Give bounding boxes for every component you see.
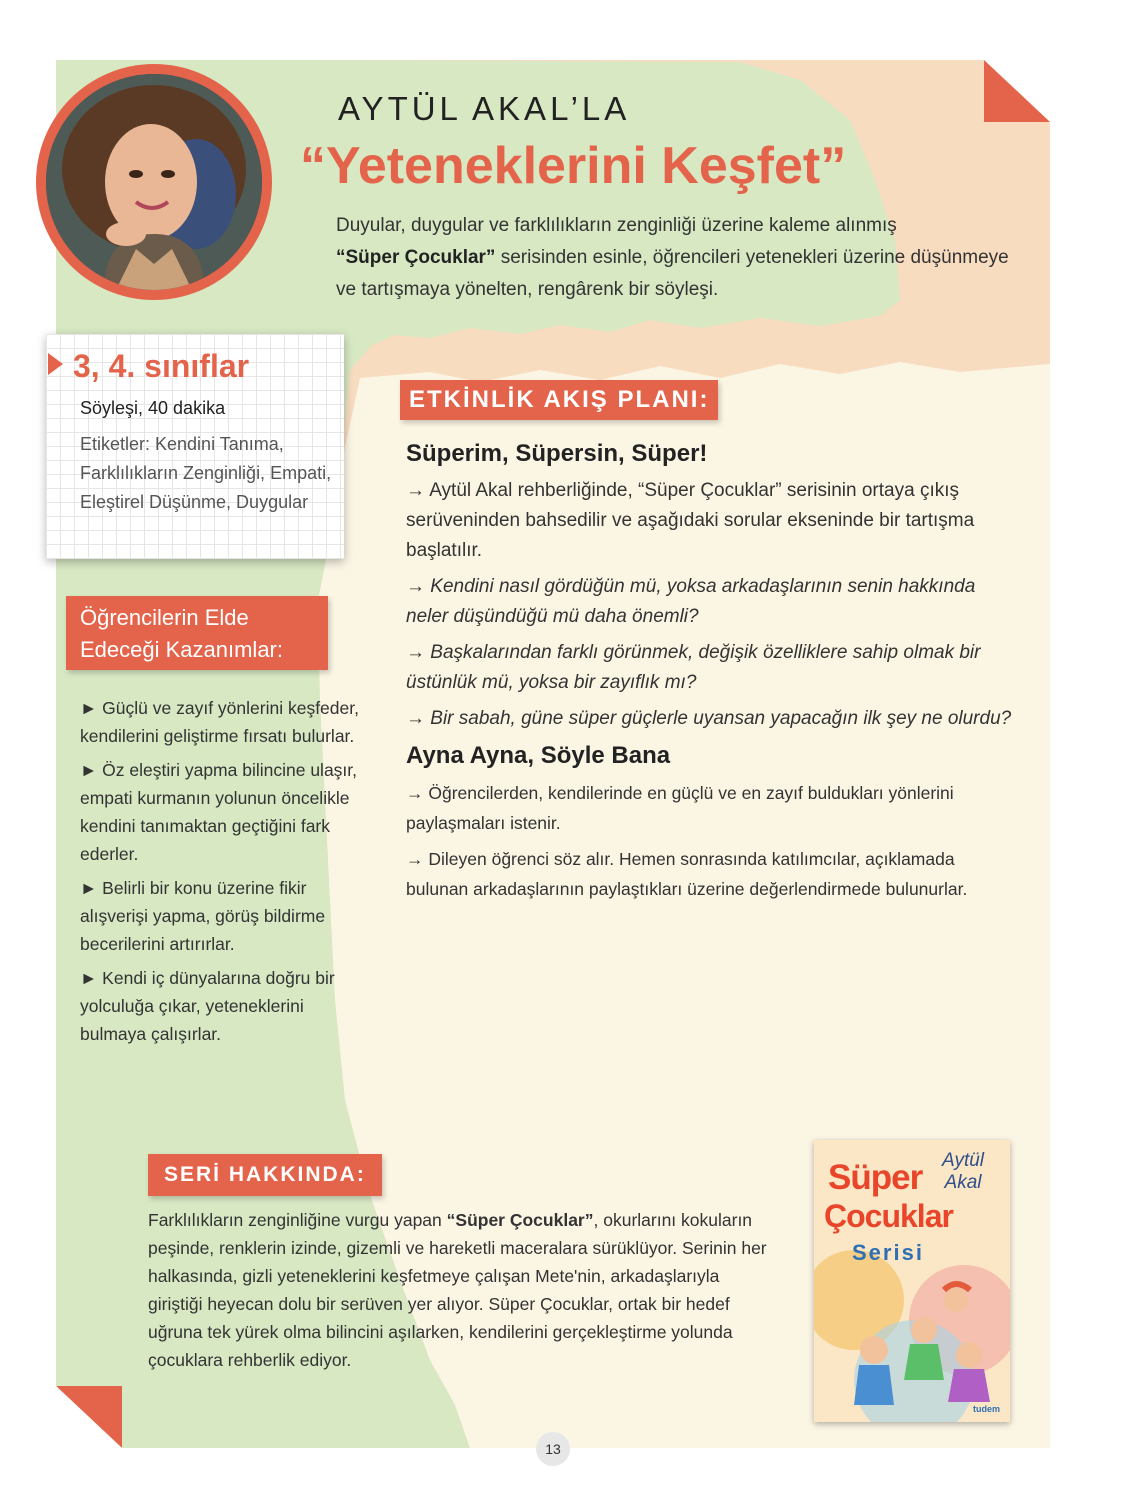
gain-item: ► Güçlü ve zayıf yönlerini keşfeder, kendilerini geliştirme fırsatı bulurlar. bbox=[80, 698, 359, 746]
question-item: → Kendini nasıl gördüğün mü, yoksa arkadaşlarının senin hakkında neler düşündüğü mü daha önemli? bbox=[406, 576, 976, 627]
gain-item: ► Belirli bir konu üzerine fikir alışverişi yapma, görüş bildirme becerilerini artırırlar. bbox=[80, 878, 326, 954]
book-author-line1: Aytül bbox=[941, 1150, 985, 1171]
question-item: → Başkalarından farklı görünmek, değişik özelliklere sahip olmak bir üstünlük mü, yoksa bir zayıflık mı? bbox=[406, 642, 981, 693]
grade-subtitle: Söyleşi, 40 dakika bbox=[80, 398, 226, 418]
book-author-line2: Akal bbox=[944, 1172, 982, 1193]
gain-item: ► Kendi iç dünyalarına doğru bir yolculuğa çıkar, yeteneklerini bulmaya çalışırlar. bbox=[80, 968, 335, 1044]
series-text-part2: , okurlarını kokuların peşinde, renklerin izinde, gizemli ve hareketli maceralara sürüklüyor. Serinin her halkasında, gizli yeteneklerini keşfetmeye çalışan Mete'nin, arkadaşlarıyla giriştiği heyecan dolu bir serüven yer alıyor. Süper Çocuklar, ortak bir hedef uğruna tek yürek olma bilincini aşılarken, kendilerini gerçekleştirme yolunda çocuklara rehberlik ediyor. bbox=[148, 1210, 767, 1370]
intro-paragraph bbox=[336, 210, 1026, 306]
book-author bbox=[926, 1150, 1000, 1194]
author-photo-illustration bbox=[46, 74, 262, 290]
flow-plan-content bbox=[406, 440, 1016, 910]
section2-title: Ayna Ayna, Söyle Bana bbox=[406, 742, 671, 769]
intro-text-part2: serisinden esinle, öğrencileri yetenekleri üzerine düşünmeye ve tartışmaya yönelten, rengârenk bir söyleşi. bbox=[336, 247, 1009, 300]
question-item: → Bir sabah, güne süper güçlerle uyansan yapacağın ilk şey ne olurdu? bbox=[406, 708, 1012, 729]
book-publisher: tudem bbox=[973, 1404, 1000, 1414]
author-portrait bbox=[36, 64, 272, 300]
section1-intro: → Aytül Akal rehberliğinde, “Süper Çocuklar” serisinin ortaya çıkış serüveninden bahsedilir ve aşağıdaki sorular ekseninde bir tartışma başlatılır. bbox=[406, 480, 975, 561]
gains-heading bbox=[66, 596, 328, 670]
grade-title bbox=[48, 348, 249, 385]
series-paragraph bbox=[148, 1206, 778, 1374]
page-number: 13 bbox=[536, 1432, 570, 1466]
book-title-line3: Serisi bbox=[852, 1240, 924, 1265]
series-text-part1: Farklılıkların zenginliğine vurgu yapan bbox=[148, 1210, 447, 1230]
book-title-line1: Süper bbox=[828, 1158, 923, 1197]
gains-heading-line2: Edeceği Kazanımlar: bbox=[80, 637, 283, 662]
section2-item: → Dileyen öğrenci söz alır. Hemen sonrasında katılımcılar, açıklamada bulunan arkadaşlarının paylaştıkları üzerine değerlendirmede bulunurlar. bbox=[406, 849, 968, 899]
header-kicker: AYTÜL AKAL’LA bbox=[338, 90, 631, 127]
gain-item: ► Öz eleştiri yapma bilincine ulaşır, empati kurmanın yolunun öncelikle kendini tanımaktan geçtiğini fark ederler. bbox=[80, 760, 358, 864]
gains-list bbox=[80, 694, 360, 1054]
play-arrow-icon bbox=[48, 353, 63, 375]
grade-tags: Etiketler: Kendini Tanıma, Farklılıkların Zenginliği, Empati, Eleştirel Düşünme, Duygular bbox=[80, 434, 332, 512]
flow-plan-heading: ETKİNLİK AKIŞ PLANI: bbox=[400, 380, 718, 420]
series-name: “Süper Çocuklar” bbox=[446, 1210, 594, 1230]
book-title-line2: Çocuklar bbox=[824, 1198, 953, 1234]
book-cover bbox=[814, 1140, 1010, 1422]
intro-text-part1: Duyular, duygular ve farklılıkların zenginliği üzerine kaleme alınmış bbox=[336, 215, 897, 236]
section1-title: Süperim, Süpersin, Süper! bbox=[406, 440, 708, 467]
page-title: “Yeteneklerini Keşfet” bbox=[300, 137, 847, 195]
series-heading: SERİ HAKKINDA: bbox=[148, 1154, 382, 1196]
gains-heading-line1: Öğrencilerin Elde bbox=[80, 605, 249, 630]
intro-series-name: “Süper Çocuklar” bbox=[336, 247, 496, 268]
section2-item: → Öğrencilerden, kendilerinde en güçlü ve en zayıf buldukları yönlerini paylaşmaları istenir. bbox=[406, 783, 954, 833]
grade-title-text: 3, 4. sınıflar bbox=[73, 348, 250, 384]
